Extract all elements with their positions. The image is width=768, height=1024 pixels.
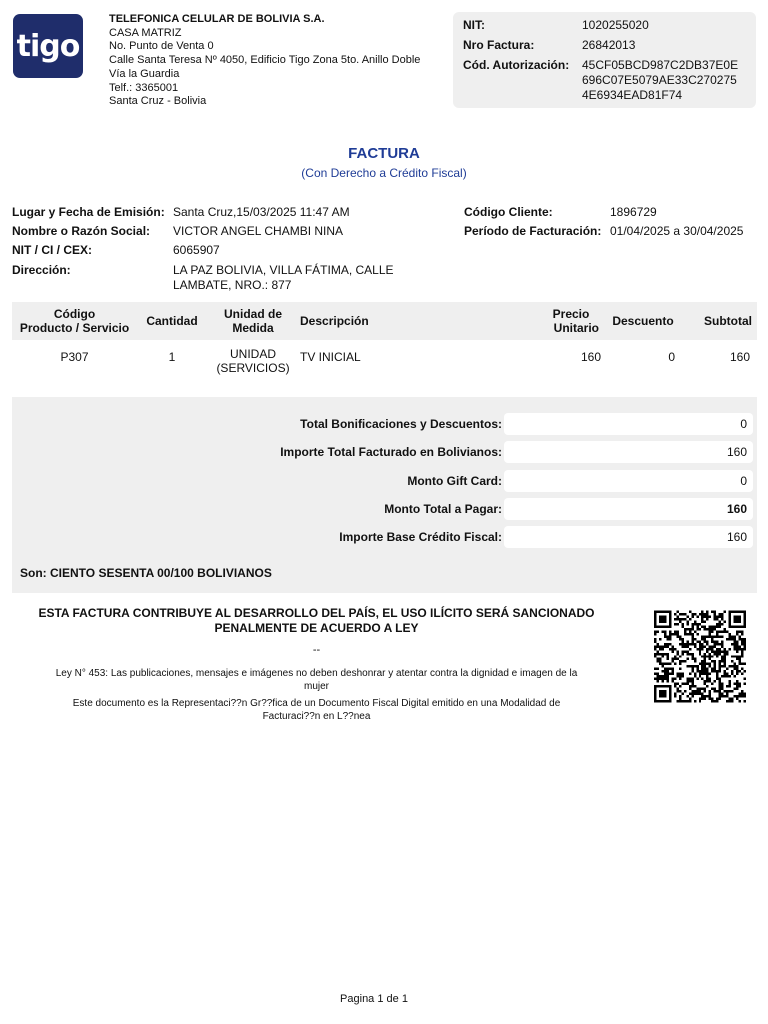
address-line: CASA MATRIZ [109,26,182,39]
invoice-subtitle: (Con Derecho a Crédito Fiscal) [301,166,467,180]
representation-line: Este documento es la Representaci??n Gr??fica de un Documento Fiscal Digital emitido en una Modalidad de [72,698,561,709]
periodo-value: 01/04/2025 a 30/04/2025 [610,224,744,238]
autorizacion-line: 45CF05BCD987C2DB37E0E [582,58,739,72]
direccion-line: LAMBATE, NRO.: 877 [173,278,292,292]
gift-card-label: Monto Gift Card: [407,474,502,488]
lugar-label: Lugar y Fecha de Emisión: [12,205,165,219]
amount-in-words: Son: CIENTO SESENTA 00/100 BOLIVIANOS [20,566,272,580]
page-number: Pagina 1 de 1 [340,993,408,1005]
th-subtotal: Subtotal [704,314,752,328]
address-line: Calle Santa Teresa Nº 4050, Edificio Tigo Zona 5to. Anillo Doble [109,54,421,67]
tigo-logo [13,14,83,78]
separator-dash: -- [312,644,321,656]
th-precio [527,307,599,335]
nombre-label: Nombre o Razón Social: [12,224,151,238]
company-block [109,13,444,109]
qr-code [654,609,746,704]
base-credito-value: 160 [504,526,753,548]
th-unidad-line: Medida [232,321,274,335]
importe-total-label: Importe Total Facturado en Bolivianos: [280,445,502,459]
legal-notice-line: PENALMENTE DE ACUERDO A LEY [214,621,419,635]
address-line: Santa Cruz - Bolivia [109,95,207,108]
nit-ci-label: NIT / CI / CEX: [12,243,93,257]
monto-total-label: Monto Total a Pagar: [384,502,502,516]
th-cantidad: Cantidad [146,314,198,328]
th-unidad [212,307,294,335]
company-name: TELEFONICA CELULAR DE BOLIVIA S.A. [109,13,325,25]
autorizacion-label: Cód. Autorización: [463,58,570,72]
legal-notice [14,606,619,636]
ley-453-line: mujer [303,681,329,692]
nit-value: 1020255020 [582,18,649,32]
table-header [12,302,757,340]
cell-unidad-line: UNIDAD [229,347,276,361]
cell-unidad-line: (SERVICIOS) [216,361,290,375]
th-codigo [12,307,137,335]
th-descuento: Descuento [612,314,674,328]
autorizacion-line: 4E6934EAD81F74 [582,88,683,102]
cell-cantidad: 1 [168,350,176,364]
nit-label: NIT: [463,18,485,32]
factura-label: Nro Factura: [463,38,535,52]
representation-line: Facturaci??n en L??nea [262,711,371,722]
legal-notice-line: ESTA FACTURA CONTRIBUYE AL DESARROLLO DEL PAÍS, EL USO ILÍCITO SERÁ SANCIONADO [38,606,595,620]
address-line: No. Punto de Venta 0 [109,40,214,53]
cell-descripcion: TV INICIAL [300,350,361,364]
address-line: Vía la Guardia [109,67,180,80]
direccion-line: LA PAZ BOLIVIA, VILLA FÁTIMA, CALLE [173,263,394,277]
representation-text [14,697,619,723]
cell-unidad [212,347,294,375]
base-credito-label: Importe Base Crédito Fiscal: [339,530,502,544]
lugar-value: Santa Cruz,15/03/2025 11:47 AM [173,205,350,219]
cell-subtotal: 160 [729,350,750,364]
gift-card-value: 0 [504,470,753,492]
th-precio-line: Precio [552,307,590,321]
th-descripcion: Descripción [300,314,369,328]
direccion-label: Dirección: [12,263,71,277]
nit-ci-value: 6065907 [173,243,220,257]
monto-total-value: 160 [504,498,753,520]
ley-453-text [14,667,619,693]
th-codigo-line: Código [53,307,96,321]
importe-total-value: 160 [504,441,753,463]
th-precio-line: Unitario [553,321,599,335]
th-unidad-line: Unidad de [223,307,282,321]
cell-codigo: P307 [60,350,89,364]
logo-text: tigo [16,28,80,64]
address-line: Telf.: 3365001 [109,81,179,94]
total-bonificaciones-value: 0 [504,413,753,435]
autorizacion-line: 696C07E5079AE33C270275 [582,73,737,87]
invoice-id-box [453,12,756,108]
codigo-cliente-label: Código Cliente: [464,205,553,219]
th-codigo-line: Producto / Servicio [19,321,130,335]
periodo-label: Período de Facturación: [464,224,602,238]
invoice-title: FACTURA [348,145,420,162]
cell-descuento: 0 [668,350,675,364]
nombre-value: VICTOR ANGEL CHAMBI NINA [173,224,344,238]
codigo-cliente-value: 1896729 [610,205,657,219]
total-bonificaciones-label: Total Bonificaciones y Descuentos: [300,417,502,431]
factura-value: 26842013 [582,38,636,52]
ley-453-line: Ley N° 453: Las publicaciones, mensajes e imágenes no deben deshonrar y atentar contra la dignidad e imagen de la [55,668,578,679]
cell-precio: 160 [580,350,601,364]
